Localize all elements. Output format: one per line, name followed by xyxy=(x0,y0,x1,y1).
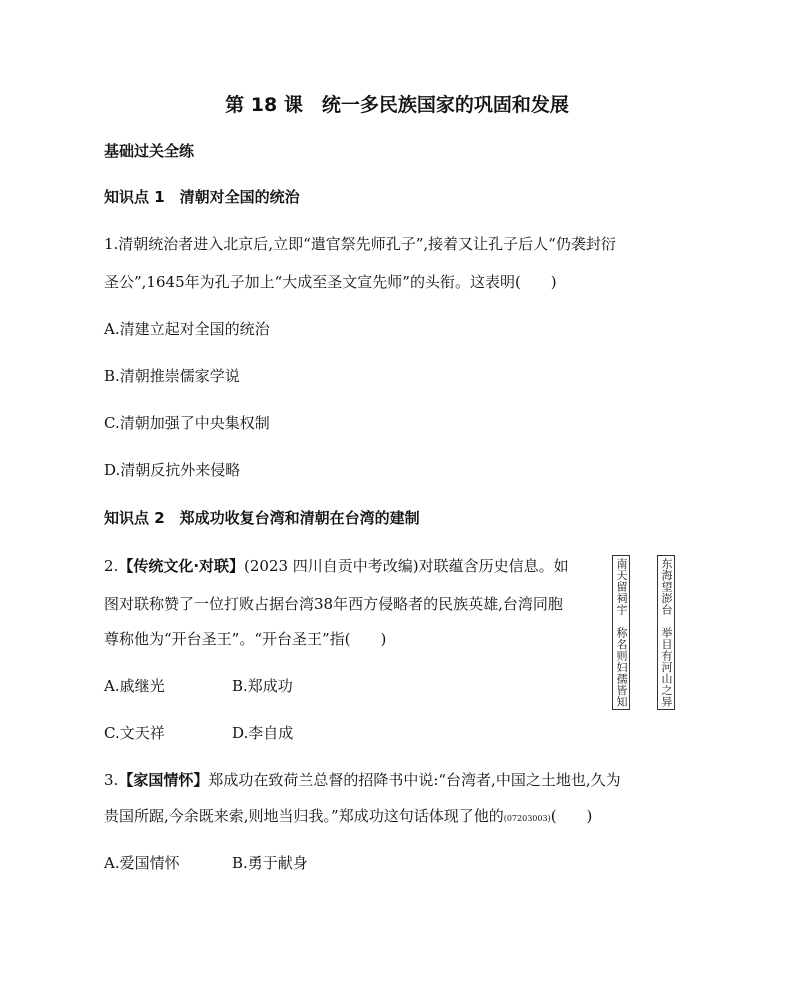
q1-option-b: B.清朝推崇儒家学说 xyxy=(104,367,240,385)
q2-line-1-text: (2023 四川自贡中考改编)对联蕴含历史信息。如 xyxy=(244,557,569,575)
couplet-scroll-right xyxy=(657,555,675,710)
q3-option-b: B.勇于献身 xyxy=(232,854,308,872)
q3-question-code: (07203003) xyxy=(503,814,551,823)
q2-option-d: D.李自成 xyxy=(232,724,294,742)
knowledge-point-1: 知识点 1 清朝对全国的统治 xyxy=(104,188,300,206)
q3-line-1 xyxy=(104,769,621,790)
q2-line-1 xyxy=(104,555,569,576)
q2-line-2: 图对联称赞了一位打败占据台湾38年西方侵略者的民族英雄,台湾同胞 xyxy=(104,595,563,613)
q3-option-a: A.爱国情怀 xyxy=(104,854,180,872)
q2-tag: 【传统文化·对联】 xyxy=(118,557,245,575)
q1-line-2: 圣公”,1645年为孔子加上“大成至圣文宣先师”的头衔。这表明( ) xyxy=(104,273,557,291)
q1-option-d: D.清朝反抗外来侵略 xyxy=(104,461,241,479)
q3-line-2 xyxy=(104,805,592,826)
q2-option-b: B.郑成功 xyxy=(232,677,293,695)
q2-option-a: A.戚继光 xyxy=(104,677,165,695)
section-heading: 基础过关全练 xyxy=(104,142,195,160)
q3-tag: 【家国情怀】 xyxy=(118,771,209,789)
couplet-scroll-left xyxy=(612,555,630,710)
couplet-right-text: 东海望澎台 举目有河山之异 xyxy=(660,558,673,708)
q1-option-c: C.清朝加强了中央集权制 xyxy=(104,414,270,432)
q3-answer-blank: ( ) xyxy=(550,807,593,825)
knowledge-point-2: 知识点 2 郑成功收复台湾和清朝在台湾的建制 xyxy=(104,509,420,527)
page-title: 第 18 课 统一多民族国家的巩固和发展 xyxy=(225,94,569,116)
q3-number: 3. xyxy=(104,771,119,789)
q2-number: 2. xyxy=(104,557,119,575)
q2-option-c: C.文天祥 xyxy=(104,724,165,742)
q3-line-1-text: 郑成功在致荷兰总督的招降书中说:“台湾者,中国之土地也,久为 xyxy=(208,771,621,789)
q1-option-a: A.清建立起对全国的统治 xyxy=(104,320,270,338)
q1-line-1: 1.清朝统治者进入北京后,立即“遣官祭先师孔子”,接着又让孔子后人“仍袭封衍 xyxy=(104,235,616,253)
q3-line-2-text: 贵国所踞,今余既来索,则地当归我。”郑成功这句话体现了他的 xyxy=(104,807,504,825)
q2-line-3: 尊称他为“开台圣王”。“开台圣王”指( ) xyxy=(104,630,387,648)
couplet-left-text: 南天留祠宇 称名则妇孺皆知 xyxy=(615,558,628,708)
